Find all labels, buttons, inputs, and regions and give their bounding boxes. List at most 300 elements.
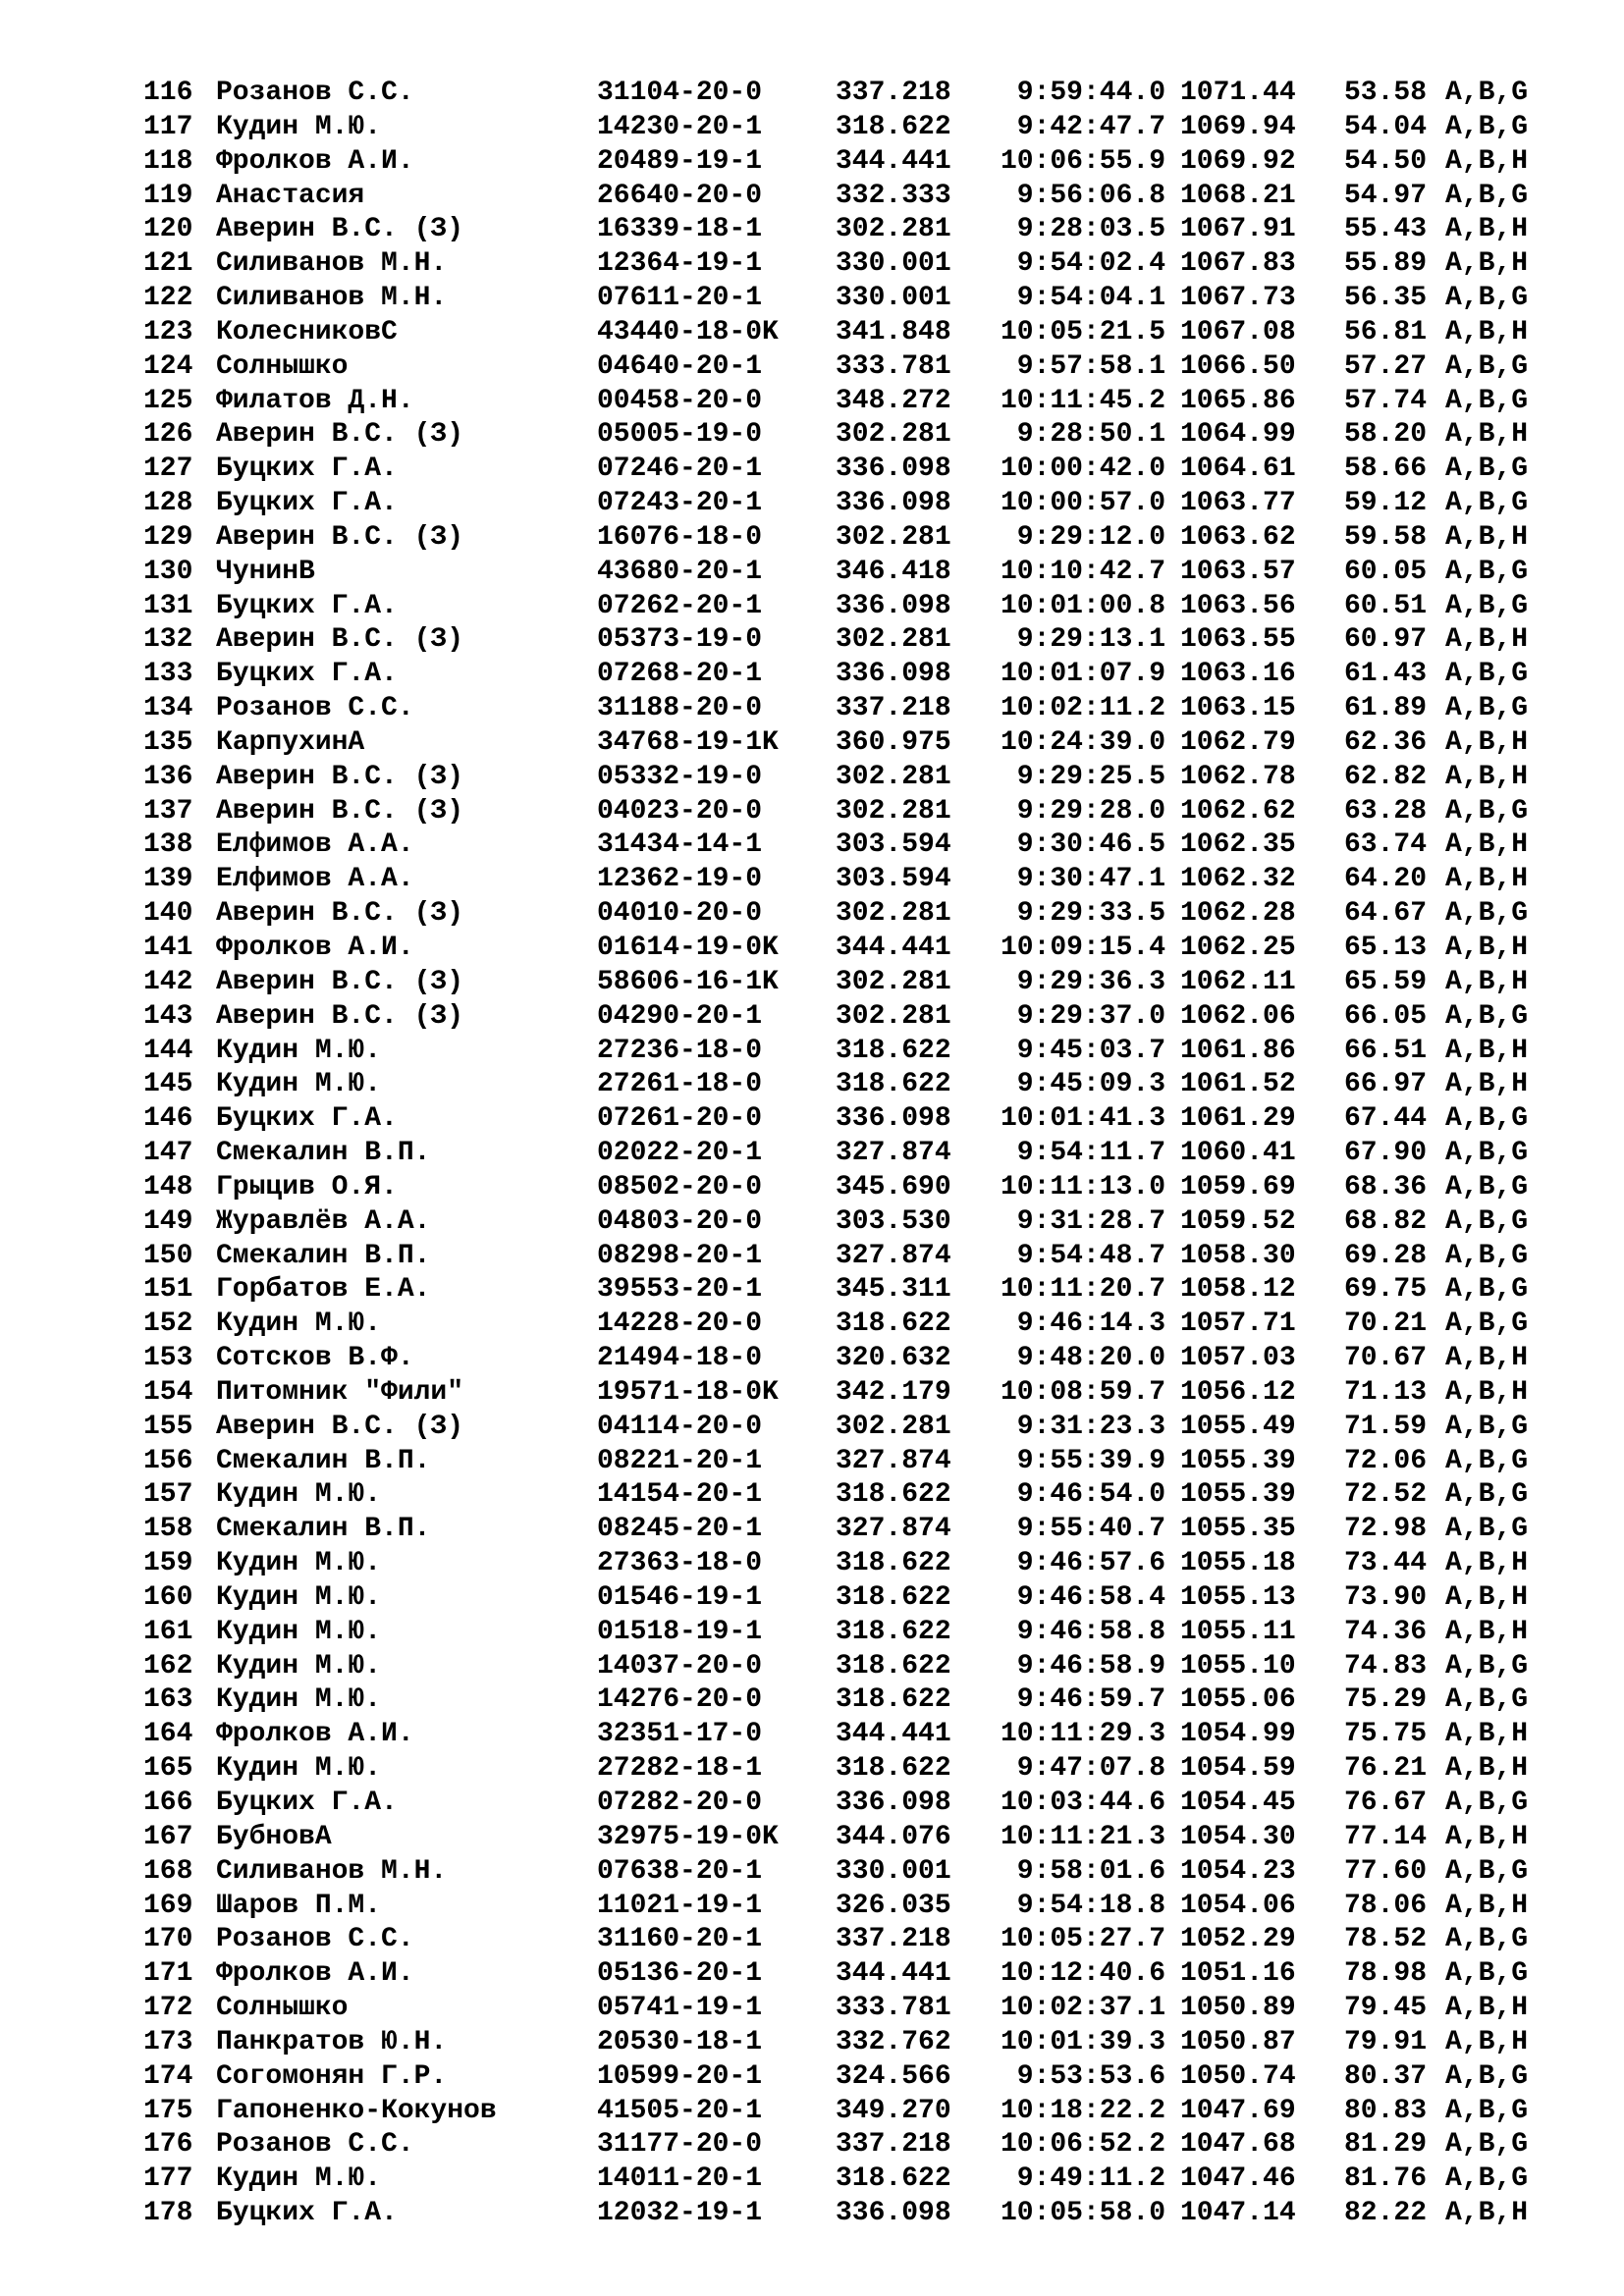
fancier-name: Силиванов М.Н. bbox=[216, 1855, 448, 1887]
distance: 330.001 bbox=[836, 248, 951, 280]
fancier-name: Аверин В.С. (З) bbox=[216, 966, 464, 997]
arrival-time: 9:53:53.6 bbox=[1016, 2060, 1165, 2092]
distance: 330.001 bbox=[836, 1855, 951, 1887]
points: 64.20 bbox=[1344, 864, 1428, 895]
fancier-name: Фролков А.И. bbox=[216, 1958, 414, 1990]
speed: 1051.16 bbox=[1180, 1958, 1296, 1990]
fancier-name: Розанов С.С. bbox=[216, 1924, 414, 1955]
distance: 302.281 bbox=[836, 419, 951, 451]
distance: 302.281 bbox=[836, 795, 951, 827]
fancier-name: Кудин М.Ю. bbox=[216, 1548, 382, 1579]
position: 127 bbox=[143, 454, 193, 485]
speed: 1055.39 bbox=[1180, 1445, 1296, 1476]
position: 116 bbox=[143, 78, 193, 108]
fancier-name: Кудин М.Ю. bbox=[216, 1616, 382, 1647]
code: A,B,G bbox=[1445, 693, 1529, 724]
position: 163 bbox=[143, 1684, 193, 1716]
distance: 333.781 bbox=[836, 1993, 951, 2024]
arrival-time: 10:05:58.0 bbox=[1000, 2198, 1165, 2229]
ring-number: 27236-18-0 bbox=[597, 1035, 763, 1066]
fancier-name: Согомонян Г.Р. bbox=[216, 2060, 448, 2092]
position: 136 bbox=[143, 761, 193, 792]
speed: 1062.06 bbox=[1180, 1000, 1296, 1032]
distance: 302.281 bbox=[836, 214, 951, 245]
speed: 1068.21 bbox=[1180, 180, 1296, 211]
distance: 302.281 bbox=[836, 1411, 951, 1442]
distance: 318.622 bbox=[836, 1581, 951, 1613]
points: 75.29 bbox=[1344, 1684, 1428, 1716]
position: 135 bbox=[143, 726, 193, 758]
points: 54.50 bbox=[1344, 145, 1428, 177]
arrival-time: 10:24:39.0 bbox=[1000, 726, 1165, 758]
distance: 346.418 bbox=[836, 556, 951, 587]
position: 160 bbox=[143, 1581, 193, 1613]
position: 117 bbox=[143, 111, 193, 142]
speed: 1062.11 bbox=[1180, 966, 1296, 997]
speed: 1055.18 bbox=[1180, 1548, 1296, 1579]
code: A,B,H bbox=[1445, 1376, 1529, 1408]
position: 124 bbox=[143, 350, 193, 382]
points: 71.13 bbox=[1344, 1376, 1428, 1408]
points: 64.67 bbox=[1344, 898, 1428, 930]
arrival-time: 9:28:50.1 bbox=[1016, 419, 1165, 451]
code: A,B,H bbox=[1445, 1581, 1529, 1613]
ring-number: 14230-20-1 bbox=[597, 111, 763, 142]
arrival-time: 9:29:13.1 bbox=[1016, 624, 1165, 656]
fancier-name: Аверин В.С. (З) bbox=[216, 795, 464, 827]
points: 70.67 bbox=[1344, 1343, 1428, 1374]
arrival-time: 9:29:28.0 bbox=[1016, 795, 1165, 827]
distance: 318.622 bbox=[836, 2163, 951, 2195]
position: 145 bbox=[143, 1069, 193, 1100]
arrival-time: 9:54:04.1 bbox=[1016, 283, 1165, 314]
arrival-time: 10:00:42.0 bbox=[1000, 454, 1165, 485]
ring-number: 07282-20-0 bbox=[597, 1788, 763, 1818]
ring-number: 04290-20-1 bbox=[597, 1000, 763, 1032]
position: 165 bbox=[143, 1753, 193, 1785]
speed: 1062.35 bbox=[1180, 829, 1296, 861]
distance: 327.874 bbox=[836, 1445, 951, 1476]
distance: 318.622 bbox=[836, 1479, 951, 1511]
points: 74.83 bbox=[1344, 1650, 1428, 1682]
fancier-name: КарпухинА bbox=[216, 726, 365, 758]
distance: 318.622 bbox=[836, 1684, 951, 1716]
fancier-name: Гапоненко-Кокунов bbox=[216, 2095, 497, 2126]
speed: 1063.15 bbox=[1180, 693, 1296, 724]
distance: 344.441 bbox=[836, 145, 951, 177]
ring-number: 07268-20-1 bbox=[597, 659, 763, 690]
ring-number: 07611-20-1 bbox=[597, 283, 763, 314]
speed: 1067.91 bbox=[1180, 214, 1296, 245]
code: A,B,H bbox=[1445, 2026, 1529, 2057]
position: 178 bbox=[143, 2198, 193, 2229]
arrival-time: 9:46:58.9 bbox=[1016, 1650, 1165, 1682]
ring-number: 27261-18-0 bbox=[597, 1069, 763, 1100]
position: 126 bbox=[143, 419, 193, 451]
arrival-time: 9:31:28.7 bbox=[1016, 1205, 1165, 1237]
position: 161 bbox=[143, 1616, 193, 1647]
ring-number: 20530-18-1 bbox=[597, 2026, 763, 2057]
ring-number: 58606-16-1K bbox=[597, 966, 779, 997]
points: 80.37 bbox=[1344, 2060, 1428, 2092]
code: A,B,G bbox=[1445, 2129, 1529, 2161]
fancier-name: Солнышко bbox=[216, 1993, 349, 2024]
position: 139 bbox=[143, 864, 193, 895]
distance: 337.218 bbox=[836, 1924, 951, 1955]
code: A,B,G bbox=[1445, 454, 1529, 485]
arrival-time: 10:00:57.0 bbox=[1000, 488, 1165, 519]
code: A,B,H bbox=[1445, 214, 1529, 245]
speed: 1054.23 bbox=[1180, 1855, 1296, 1887]
fancier-name: Аверин В.С. (З) bbox=[216, 521, 464, 553]
arrival-time: 10:11:13.0 bbox=[1000, 1171, 1165, 1202]
position: 140 bbox=[143, 898, 193, 930]
ring-number: 04023-20-0 bbox=[597, 795, 763, 827]
speed: 1050.89 bbox=[1180, 1993, 1296, 2024]
distance: 303.594 bbox=[836, 864, 951, 895]
position: 141 bbox=[143, 933, 193, 963]
code: A,B,H bbox=[1445, 1548, 1529, 1579]
position: 168 bbox=[143, 1855, 193, 1887]
arrival-time: 9:30:46.5 bbox=[1016, 829, 1165, 861]
ring-number: 12362-19-0 bbox=[597, 864, 763, 895]
distance: 333.781 bbox=[836, 350, 951, 382]
ring-number: 10599-20-1 bbox=[597, 2060, 763, 2092]
points: 60.97 bbox=[1344, 624, 1428, 656]
ring-number: 04803-20-0 bbox=[597, 1205, 763, 1237]
points: 80.83 bbox=[1344, 2095, 1428, 2126]
arrival-time: 10:11:45.2 bbox=[1000, 385, 1165, 416]
ring-number: 27363-18-0 bbox=[597, 1548, 763, 1579]
fancier-name: Грыцив О.Я. bbox=[216, 1171, 398, 1202]
speed: 1050.74 bbox=[1180, 2060, 1296, 2092]
position: 156 bbox=[143, 1445, 193, 1476]
code: A,B,G bbox=[1445, 1000, 1529, 1032]
arrival-time: 9:29:33.5 bbox=[1016, 898, 1165, 930]
speed: 1062.32 bbox=[1180, 864, 1296, 895]
arrival-time: 10:12:40.6 bbox=[1000, 1958, 1165, 1990]
speed: 1066.50 bbox=[1180, 350, 1296, 382]
points: 66.05 bbox=[1344, 1000, 1428, 1032]
ring-number: 05136-20-1 bbox=[597, 1958, 763, 1990]
speed: 1063.55 bbox=[1180, 624, 1296, 656]
code: A,B,H bbox=[1445, 1616, 1529, 1647]
ring-number: 14154-20-1 bbox=[597, 1479, 763, 1511]
points: 69.28 bbox=[1344, 1240, 1428, 1271]
fancier-name: Кудин М.Ю. bbox=[216, 1069, 382, 1100]
ring-number: 05373-19-0 bbox=[597, 624, 763, 656]
position: 118 bbox=[143, 145, 193, 177]
points: 60.51 bbox=[1344, 590, 1428, 621]
points: 73.90 bbox=[1344, 1581, 1428, 1613]
code: A,B,H bbox=[1445, 829, 1529, 861]
ring-number: 14037-20-0 bbox=[597, 1650, 763, 1682]
distance: 349.270 bbox=[836, 2095, 951, 2126]
ring-number: 08502-20-0 bbox=[597, 1171, 763, 1202]
arrival-time: 9:55:40.7 bbox=[1016, 1514, 1165, 1545]
points: 72.06 bbox=[1344, 1445, 1428, 1476]
arrival-time: 9:29:37.0 bbox=[1016, 1000, 1165, 1032]
position: 133 bbox=[143, 659, 193, 690]
arrival-time: 9:28:03.5 bbox=[1016, 214, 1165, 245]
position: 150 bbox=[143, 1240, 193, 1271]
ring-number: 08298-20-1 bbox=[597, 1240, 763, 1271]
ring-number: 43680-20-1 bbox=[597, 556, 763, 587]
fancier-name: Фролков А.И. bbox=[216, 933, 414, 963]
points: 56.81 bbox=[1344, 316, 1428, 347]
points: 78.98 bbox=[1344, 1958, 1428, 1990]
speed: 1061.86 bbox=[1180, 1035, 1296, 1066]
ring-number: 07246-20-1 bbox=[597, 454, 763, 485]
speed: 1054.06 bbox=[1180, 1890, 1296, 1921]
position: 169 bbox=[143, 1890, 193, 1921]
fancier-name: Буцких Г.А. bbox=[216, 659, 398, 690]
distance: 327.874 bbox=[836, 1514, 951, 1545]
points: 72.98 bbox=[1344, 1514, 1428, 1545]
arrival-time: 9:46:58.4 bbox=[1016, 1581, 1165, 1613]
fancier-name: Сотсков В.Ф. bbox=[216, 1343, 414, 1374]
points: 77.14 bbox=[1344, 1821, 1428, 1852]
speed: 1058.30 bbox=[1180, 1240, 1296, 1271]
position: 171 bbox=[143, 1958, 193, 1990]
fancier-name: Аверин В.С. (З) bbox=[216, 624, 464, 656]
distance: 302.281 bbox=[836, 521, 951, 553]
speed: 1062.62 bbox=[1180, 795, 1296, 827]
position: 162 bbox=[143, 1650, 193, 1682]
speed: 1062.78 bbox=[1180, 761, 1296, 792]
points: 75.75 bbox=[1344, 1719, 1428, 1750]
arrival-time: 9:54:48.7 bbox=[1016, 1240, 1165, 1271]
ring-number: 20489-19-1 bbox=[597, 145, 763, 177]
arrival-time: 9:47:07.8 bbox=[1016, 1753, 1165, 1785]
fancier-name: Питомник "Фили" bbox=[216, 1376, 464, 1408]
fancier-name: Смекалин В.П. bbox=[216, 1445, 431, 1476]
distance: 320.632 bbox=[836, 1343, 951, 1374]
ring-number: 31434-14-1 bbox=[597, 829, 763, 861]
points: 53.58 bbox=[1344, 78, 1428, 108]
arrival-time: 9:48:20.0 bbox=[1016, 1343, 1165, 1374]
arrival-time: 10:03:44.6 bbox=[1000, 1788, 1165, 1818]
position: 155 bbox=[143, 1411, 193, 1442]
code: A,B,G bbox=[1445, 78, 1529, 108]
speed: 1061.29 bbox=[1180, 1103, 1296, 1135]
distance: 344.441 bbox=[836, 1719, 951, 1750]
speed: 1065.86 bbox=[1180, 385, 1296, 416]
code: A,B,G bbox=[1445, 795, 1529, 827]
distance: 318.622 bbox=[836, 1753, 951, 1785]
code: A,B,G bbox=[1445, 1308, 1529, 1340]
fancier-name: Буцких Г.А. bbox=[216, 2198, 398, 2229]
code: A,B,H bbox=[1445, 1035, 1529, 1066]
distance: 302.281 bbox=[836, 624, 951, 656]
position: 170 bbox=[143, 1924, 193, 1955]
position: 143 bbox=[143, 1000, 193, 1032]
code: A,B,G bbox=[1445, 590, 1529, 621]
speed: 1055.11 bbox=[1180, 1616, 1296, 1647]
arrival-time: 9:45:09.3 bbox=[1016, 1069, 1165, 1100]
arrival-time: 10:01:00.8 bbox=[1000, 590, 1165, 621]
position: 130 bbox=[143, 556, 193, 587]
fancier-name: Фролков А.И. bbox=[216, 1719, 414, 1750]
arrival-time: 10:02:37.1 bbox=[1000, 1993, 1165, 2024]
speed: 1055.35 bbox=[1180, 1514, 1296, 1545]
fancier-name: Розанов С.С. bbox=[216, 693, 414, 724]
code: A,B,G bbox=[1445, 1855, 1529, 1887]
arrival-time: 10:06:55.9 bbox=[1000, 145, 1165, 177]
points: 76.21 bbox=[1344, 1753, 1428, 1785]
speed: 1069.92 bbox=[1180, 145, 1296, 177]
points: 82.22 bbox=[1344, 2198, 1428, 2229]
arrival-time: 9:58:01.6 bbox=[1016, 1855, 1165, 1887]
ring-number: 31177-20-0 bbox=[597, 2129, 763, 2161]
fancier-name: Смекалин В.П. bbox=[216, 1138, 431, 1169]
points: 70.21 bbox=[1344, 1308, 1428, 1340]
position: 167 bbox=[143, 1821, 193, 1852]
ring-number: 43440-18-0K bbox=[597, 316, 779, 347]
fancier-name: Смекалин В.П. bbox=[216, 1240, 431, 1271]
distance: 336.098 bbox=[836, 488, 951, 519]
ring-number: 04114-20-0 bbox=[597, 1411, 763, 1442]
fancier-name: ЧунинВ bbox=[216, 556, 315, 587]
speed: 1055.06 bbox=[1180, 1684, 1296, 1716]
ring-number: 32975-19-0K bbox=[597, 1821, 779, 1852]
code: A,B,G bbox=[1445, 1958, 1529, 1990]
fancier-name: Кудин М.Ю. bbox=[216, 1035, 382, 1066]
ring-number: 05741-19-1 bbox=[597, 1993, 763, 2024]
distance: 302.281 bbox=[836, 966, 951, 997]
code: A,B,H bbox=[1445, 726, 1529, 758]
points: 58.20 bbox=[1344, 419, 1428, 451]
arrival-time: 9:46:54.0 bbox=[1016, 1479, 1165, 1511]
fancier-name: Силиванов М.Н. bbox=[216, 248, 448, 280]
position: 142 bbox=[143, 966, 193, 997]
code: A,B,G bbox=[1445, 283, 1529, 314]
distance: 302.281 bbox=[836, 761, 951, 792]
distance: 332.333 bbox=[836, 180, 951, 211]
arrival-time: 9:31:23.3 bbox=[1016, 1411, 1165, 1442]
code: A,B,G bbox=[1445, 898, 1529, 930]
ring-number: 11021-19-1 bbox=[597, 1890, 763, 1921]
speed: 1050.87 bbox=[1180, 2026, 1296, 2057]
arrival-time: 9:29:25.5 bbox=[1016, 761, 1165, 792]
fancier-name: Панкратов Ю.Н. bbox=[216, 2026, 448, 2057]
points: 66.51 bbox=[1344, 1035, 1428, 1066]
code: A,B,G bbox=[1445, 1650, 1529, 1682]
arrival-time: 9:56:06.8 bbox=[1016, 180, 1165, 211]
position: 148 bbox=[143, 1171, 193, 1202]
code: A,B,G bbox=[1445, 180, 1529, 211]
fancier-name: Солнышко bbox=[216, 350, 349, 382]
speed: 1057.71 bbox=[1180, 1308, 1296, 1340]
fancier-name: Кудин М.Ю. bbox=[216, 1650, 382, 1682]
points: 56.35 bbox=[1344, 283, 1428, 314]
ring-number: 31104-20-0 bbox=[597, 78, 763, 108]
speed: 1054.59 bbox=[1180, 1753, 1296, 1785]
code: A,B,H bbox=[1445, 966, 1529, 997]
fancier-name: Кудин М.Ю. bbox=[216, 2163, 382, 2195]
points: 58.66 bbox=[1344, 454, 1428, 485]
speed: 1060.41 bbox=[1180, 1138, 1296, 1169]
arrival-time: 10:01:39.3 bbox=[1000, 2026, 1165, 2057]
speed: 1063.16 bbox=[1180, 659, 1296, 690]
distance: 360.975 bbox=[836, 726, 951, 758]
code: A,B,G bbox=[1445, 1171, 1529, 1202]
position: 128 bbox=[143, 488, 193, 519]
fancier-name: Аверин В.С. (З) bbox=[216, 898, 464, 930]
fancier-name: Кудин М.Ю. bbox=[216, 1581, 382, 1613]
distance: 303.530 bbox=[836, 1205, 951, 1237]
points: 72.52 bbox=[1344, 1479, 1428, 1511]
distance: 302.281 bbox=[836, 1000, 951, 1032]
position: 131 bbox=[143, 590, 193, 621]
arrival-time: 10:05:27.7 bbox=[1000, 1924, 1165, 1955]
points: 63.28 bbox=[1344, 795, 1428, 827]
ring-number: 12364-19-1 bbox=[597, 248, 763, 280]
arrival-time: 10:02:11.2 bbox=[1000, 693, 1165, 724]
points: 57.74 bbox=[1344, 385, 1428, 416]
distance: 318.622 bbox=[836, 1650, 951, 1682]
arrival-time: 9:49:11.2 bbox=[1016, 2163, 1165, 2195]
points: 63.74 bbox=[1344, 829, 1428, 861]
position: 177 bbox=[143, 2163, 193, 2195]
points: 71.59 bbox=[1344, 1411, 1428, 1442]
code: A,B,G bbox=[1445, 2095, 1529, 2126]
distance: 345.690 bbox=[836, 1171, 951, 1202]
ring-number: 31160-20-1 bbox=[597, 1924, 763, 1955]
position: 132 bbox=[143, 624, 193, 656]
position: 125 bbox=[143, 385, 193, 416]
code: A,B,H bbox=[1445, 1753, 1529, 1785]
speed: 1064.99 bbox=[1180, 419, 1296, 451]
position: 121 bbox=[143, 248, 193, 280]
position: 176 bbox=[143, 2129, 193, 2161]
distance: 318.622 bbox=[836, 1548, 951, 1579]
code: A,B,G bbox=[1445, 350, 1529, 382]
points: 67.90 bbox=[1344, 1138, 1428, 1169]
arrival-time: 9:42:47.7 bbox=[1016, 111, 1165, 142]
fancier-name: Елфимов А.А. bbox=[216, 829, 414, 861]
arrival-time: 10:11:29.3 bbox=[1000, 1719, 1165, 1750]
arrival-time: 9:46:57.6 bbox=[1016, 1548, 1165, 1579]
ring-number: 08245-20-1 bbox=[597, 1514, 763, 1545]
arrival-time: 10:11:21.3 bbox=[1000, 1821, 1165, 1852]
arrival-time: 10:09:15.4 bbox=[1000, 933, 1165, 963]
speed: 1069.94 bbox=[1180, 111, 1296, 142]
speed: 1055.10 bbox=[1180, 1650, 1296, 1682]
code: A,B,H bbox=[1445, 1993, 1529, 2024]
points: 60.05 bbox=[1344, 556, 1428, 587]
distance: 342.179 bbox=[836, 1376, 951, 1408]
position: 138 bbox=[143, 829, 193, 861]
distance: 344.441 bbox=[836, 1958, 951, 1990]
speed: 1067.73 bbox=[1180, 283, 1296, 314]
code: A,B,H bbox=[1445, 1343, 1529, 1374]
distance: 345.311 bbox=[836, 1274, 951, 1306]
fancier-name: Буцких Г.А. bbox=[216, 1788, 398, 1818]
ring-number: 14011-20-1 bbox=[597, 2163, 763, 2195]
code: A,B,H bbox=[1445, 1719, 1529, 1750]
arrival-time: 10:01:41.3 bbox=[1000, 1103, 1165, 1135]
distance: 327.874 bbox=[836, 1138, 951, 1169]
position: 134 bbox=[143, 693, 193, 724]
points: 68.36 bbox=[1344, 1171, 1428, 1202]
distance: 337.218 bbox=[836, 78, 951, 108]
position: 164 bbox=[143, 1719, 193, 1750]
speed: 1054.45 bbox=[1180, 1788, 1296, 1818]
distance: 344.076 bbox=[836, 1821, 951, 1852]
distance: 326.035 bbox=[836, 1890, 951, 1921]
code: A,B,H bbox=[1445, 624, 1529, 656]
